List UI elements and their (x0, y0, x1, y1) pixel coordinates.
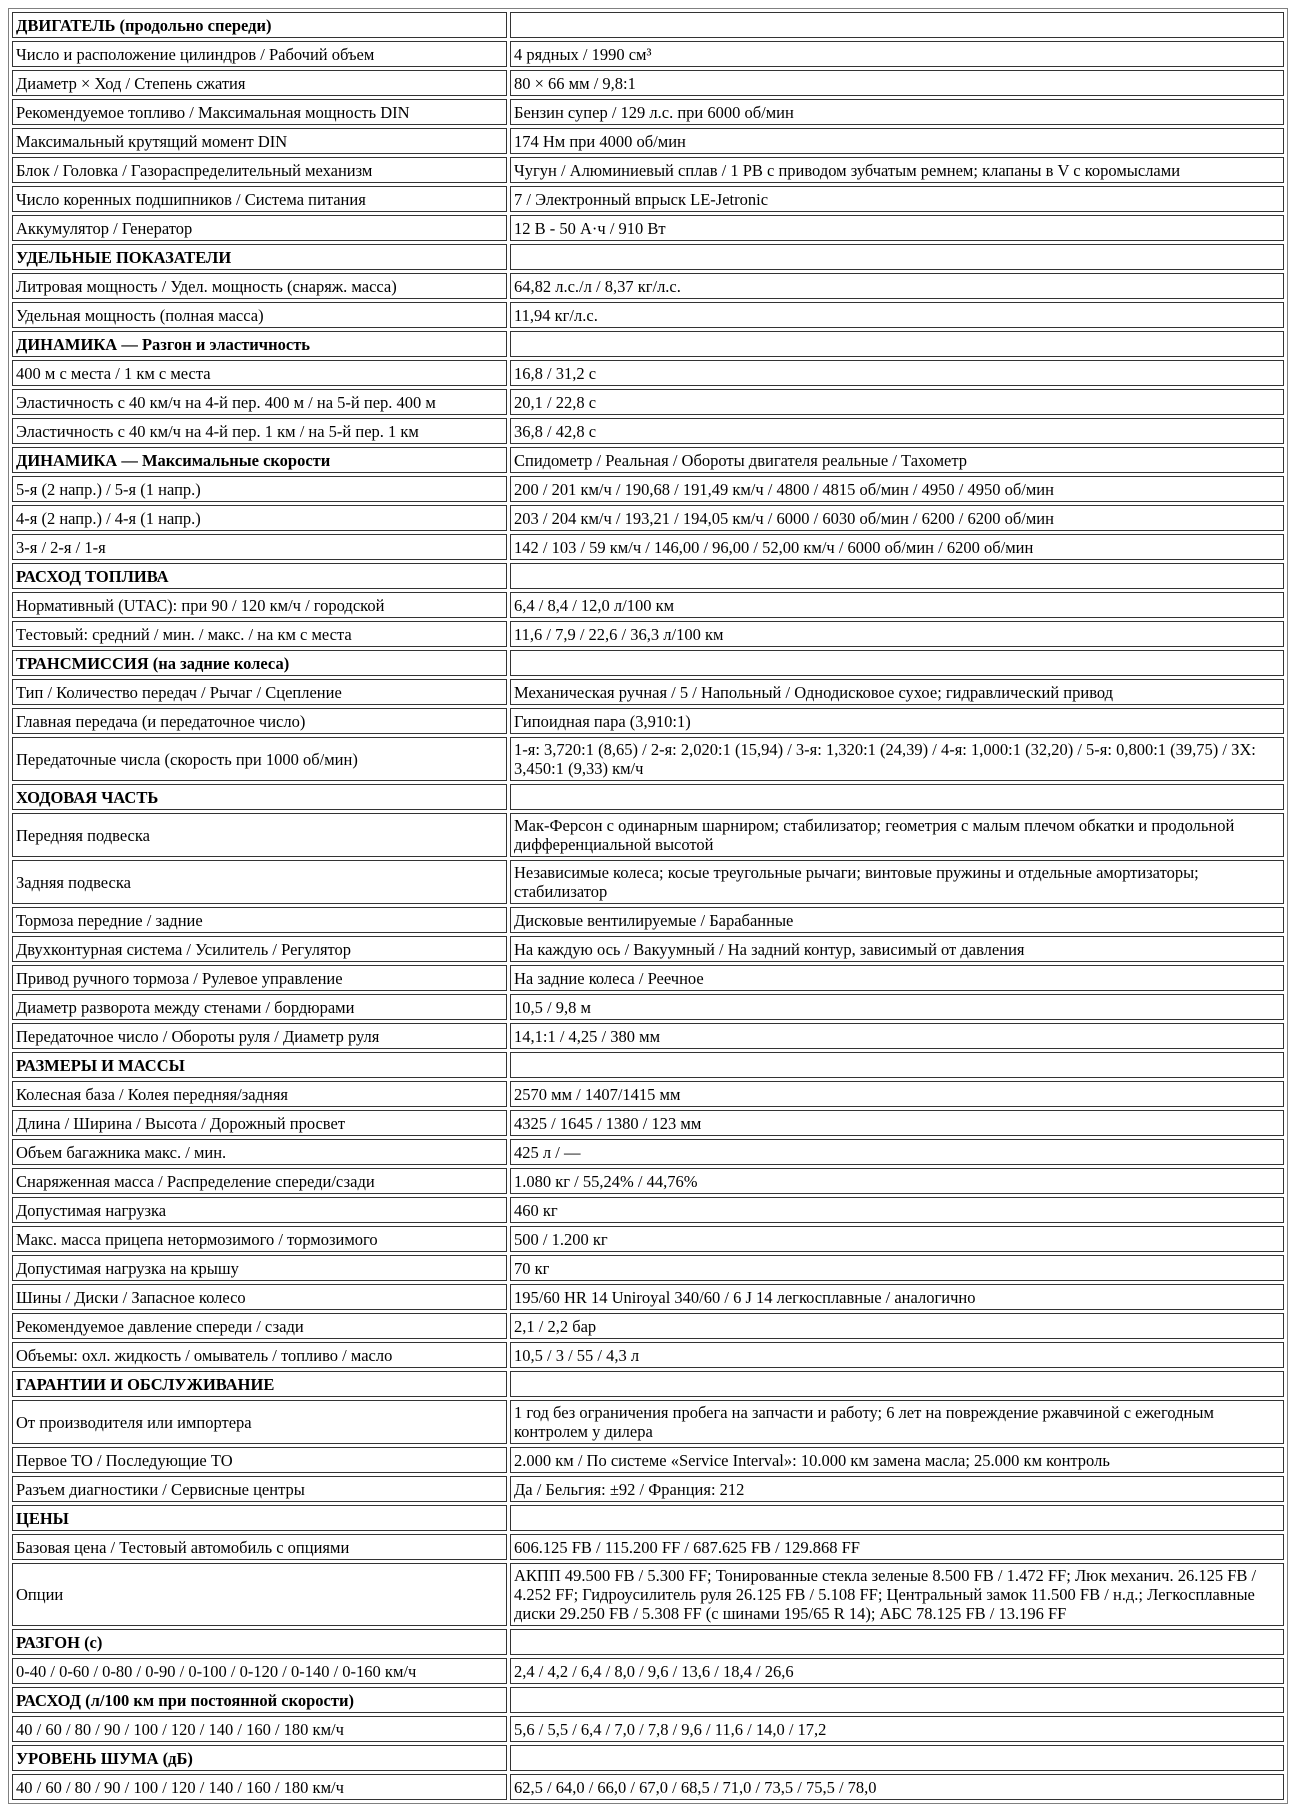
spec-label: Тормоза передние / задние (12, 907, 507, 933)
spec-value: АКПП 49.500 FB / 5.300 FF; Тонированные стекла зеленые 8.500 FB / 1.472 FF; Люк механич. 26.125 FB / 4.252 FF; Гидроусилитель руля 26.125 FB / 5.108 FF; Центральный замок 11.500 FB / н.д.; Легкосплавные диски 29.250 FB / 5.308 FF (с шинами 195/65 R 14); АБС 78.125 FB / 13.196 FF (510, 1563, 1284, 1626)
spec-value: 2570 мм / 1407/1415 мм (510, 1081, 1284, 1107)
spec-label: Длина / Ширина / Высота / Дорожный просвет (12, 1110, 507, 1136)
table-row (12, 737, 1284, 781)
spec-value (510, 1052, 1284, 1078)
table-row (12, 99, 1284, 125)
table-row (12, 1774, 1284, 1800)
table-row (12, 360, 1284, 386)
spec-value: 36,8 / 42,8 с (510, 418, 1284, 444)
spec-value: 70 кг (510, 1255, 1284, 1281)
table-row (12, 1476, 1284, 1502)
spec-value: 174 Нм при 4000 об/мин (510, 128, 1284, 154)
spec-label: Рекомендуемое давление спереди / сзади (12, 1313, 507, 1339)
table-row (12, 1139, 1284, 1165)
spec-label: 4-я (2 напр.) / 4-я (1 напр.) (12, 505, 507, 531)
spec-value (510, 1687, 1284, 1713)
table-row (12, 813, 1284, 857)
spec-label: Базовая цена / Тестовый автомобиль с опциями (12, 1534, 507, 1560)
spec-value: Мак-Ферсон с одинарным шарниром; стабилизатор; геометрия с малым плечом обкатки и продольной дифференциальной высотой (510, 813, 1284, 857)
spec-value: На каждую ось / Вакуумный / На задний контур, зависимый от давления (510, 936, 1284, 962)
spec-value (510, 12, 1284, 38)
spec-value (510, 244, 1284, 270)
table-row (12, 273, 1284, 299)
spec-label: Удельная мощность (полная масса) (12, 302, 507, 328)
spec-value: 500 / 1.200 кг (510, 1226, 1284, 1252)
spec-label: Задняя подвеска (12, 860, 507, 904)
spec-value: 10,5 / 3 / 55 / 4,3 л (510, 1342, 1284, 1368)
spec-value (510, 1745, 1284, 1771)
table-row (12, 1563, 1284, 1626)
spec-label: Диаметр разворота между стенами / бордюрами (12, 994, 507, 1020)
spec-value (510, 650, 1284, 676)
section-title: ХОДОВАЯ ЧАСТЬ (12, 784, 507, 810)
section-header-row (12, 784, 1284, 810)
spec-value: 2,1 / 2,2 бар (510, 1313, 1284, 1339)
table-row (12, 936, 1284, 962)
section-title: УДЕЛЬНЫЕ ПОКАЗАТЕЛИ (12, 244, 507, 270)
spec-value: 10,5 / 9,8 м (510, 994, 1284, 1020)
spec-value: 16,8 / 31,2 с (510, 360, 1284, 386)
spec-value: 14,1:1 / 4,25 / 380 мм (510, 1023, 1284, 1049)
section-header-row (12, 650, 1284, 676)
spec-label: Шины / Диски / Запасное колесо (12, 1284, 507, 1310)
spec-label: Двухконтурная система / Усилитель / Регулятор (12, 936, 507, 962)
spec-value: Спидометр / Реальная / Обороты двигателя реальные / Тахометр (510, 447, 1284, 473)
section-title: ДИНАМИКА — Максимальные скорости (12, 447, 507, 473)
spec-value: 200 / 201 км/ч / 190,68 / 191,49 км/ч / 4800 / 4815 об/мин / 4950 / 4950 об/мин (510, 476, 1284, 502)
spec-value: 62,5 / 64,0 / 66,0 / 67,0 / 68,5 / 71,0 / 73,5 / 75,5 / 78,0 (510, 1774, 1284, 1800)
spec-value (510, 784, 1284, 810)
section-title: РАЗМЕРЫ И МАССЫ (12, 1052, 507, 1078)
spec-value (510, 1371, 1284, 1397)
spec-value: Гипоидная пара (3,910:1) (510, 708, 1284, 734)
table-row (12, 534, 1284, 560)
table-row (12, 70, 1284, 96)
spec-value: 64,82 л.с./л / 8,37 кг/л.с. (510, 273, 1284, 299)
spec-value: 203 / 204 км/ч / 193,21 / 194,05 км/ч / 6000 / 6030 об/мин / 6200 / 6200 об/мин (510, 505, 1284, 531)
spec-label: Рекомендуемое топливо / Максимальная мощность DIN (12, 99, 507, 125)
spec-label: Снаряженная масса / Распределение спереди/сзади (12, 1168, 507, 1194)
spec-label: Объем багажника макс. / мин. (12, 1139, 507, 1165)
section-title: ДВИГАТЕЛЬ (продольно спереди) (12, 12, 507, 38)
spec-value: 5,6 / 5,5 / 6,4 / 7,0 / 7,8 / 9,6 / 11,6 / 14,0 / 17,2 (510, 1716, 1284, 1742)
spec-label: Тип / Количество передач / Рычаг / Сцепление (12, 679, 507, 705)
table-row (12, 1716, 1284, 1742)
table-row (12, 679, 1284, 705)
spec-value: 2.000 км / По системе «Service Interval»: 10.000 км замена масла; 25.000 км контроль (510, 1447, 1284, 1473)
spec-value: 195/60 HR 14 Uniroyal 340/60 / 6 J 14 легкосплавные / аналогично (510, 1284, 1284, 1310)
table-row (12, 1313, 1284, 1339)
table-row (12, 1255, 1284, 1281)
spec-value: 11,6 / 7,9 / 22,6 / 36,3 л/100 км (510, 621, 1284, 647)
table-row (12, 621, 1284, 647)
section-title: ГАРАНТИИ И ОБСЛУЖИВАНИЕ (12, 1371, 507, 1397)
spec-table-body (12, 12, 1284, 1800)
spec-table (8, 8, 1288, 1804)
spec-label: Колесная база / Колея передняя/задняя (12, 1081, 507, 1107)
table-row (12, 592, 1284, 618)
spec-value: Механическая ручная / 5 / Напольный / Однодисковое сухое; гидравлический привод (510, 679, 1284, 705)
table-row (12, 476, 1284, 502)
table-row (12, 418, 1284, 444)
section-header-row (12, 331, 1284, 357)
table-row (12, 215, 1284, 241)
section-header-row (12, 12, 1284, 38)
spec-label: Литровая мощность / Удел. мощность (снаряж. масса) (12, 273, 507, 299)
table-row (12, 1284, 1284, 1310)
table-row (12, 965, 1284, 991)
spec-value: 80 × 66 мм / 9,8:1 (510, 70, 1284, 96)
spec-value: 7 / Электронный впрыск LE-Jetronic (510, 186, 1284, 212)
spec-label: Привод ручного тормоза / Рулевое управление (12, 965, 507, 991)
table-row (12, 860, 1284, 904)
spec-label: Объемы: охл. жидкость / омыватель / топливо / масло (12, 1342, 507, 1368)
section-title: РАСХОД (л/100 км при постоянной скорости) (12, 1687, 507, 1713)
spec-value: Независимые колеса; косые треугольные рычаги; винтовые пружины и отдельные амортизаторы; стабилизатор (510, 860, 1284, 904)
spec-value: 1-я: 3,720:1 (8,65) / 2-я: 2,020:1 (15,94) / 3-я: 1,320:1 (24,39) / 4-я: 1,000:1 (32,20) / 5-я: 0,800:1 (39,75) / ЗХ: 3,450:1 (9,33) км/ч (510, 737, 1284, 781)
table-row (12, 1110, 1284, 1136)
spec-value: 1 год без ограничения пробега на запчасти и работу; 6 лет на повреждение ржавчиной с ежегодным контролем у дилера (510, 1400, 1284, 1444)
spec-label: Число и расположение цилиндров / Рабочий объем (12, 41, 507, 67)
spec-label: Число коренных подшипников / Система питания (12, 186, 507, 212)
spec-value: 460 кг (510, 1197, 1284, 1223)
spec-value (510, 563, 1284, 589)
spec-label: 40 / 60 / 80 / 90 / 100 / 120 / 140 / 160 / 180 км/ч (12, 1716, 507, 1742)
section-header-row (12, 447, 1284, 473)
spec-value: Чугун / Алюминиевый сплав / 1 РВ с приводом зубчатым ремнем; клапаны в V с коромыслами (510, 157, 1284, 183)
table-row (12, 1534, 1284, 1560)
spec-value: Бензин супер / 129 л.с. при 6000 об/мин (510, 99, 1284, 125)
table-row (12, 1658, 1284, 1684)
table-row (12, 302, 1284, 328)
section-header-row (12, 1687, 1284, 1713)
spec-label: Опции (12, 1563, 507, 1626)
section-header-row (12, 1052, 1284, 1078)
table-row (12, 994, 1284, 1020)
spec-value: 1.080 кг / 55,24% / 44,76% (510, 1168, 1284, 1194)
spec-label: Максимальный крутящий момент DIN (12, 128, 507, 154)
table-row (12, 1400, 1284, 1444)
section-title: ТРАНСМИССИЯ (на задние колеса) (12, 650, 507, 676)
section-header-row (12, 563, 1284, 589)
spec-label: Допустимая нагрузка (12, 1197, 507, 1223)
table-row (12, 1023, 1284, 1049)
spec-label: 0-40 / 0-60 / 0-80 / 0-90 / 0-100 / 0-120 / 0-140 / 0-160 км/ч (12, 1658, 507, 1684)
spec-label: Допустимая нагрузка на крышу (12, 1255, 507, 1281)
table-row (12, 708, 1284, 734)
spec-value: 6,4 / 8,4 / 12,0 л/100 км (510, 592, 1284, 618)
spec-label: 5-я (2 напр.) / 5-я (1 напр.) (12, 476, 507, 502)
section-title: ЦЕНЫ (12, 1505, 507, 1531)
spec-label: Разъем диагностики / Сервисные центры (12, 1476, 507, 1502)
section-title: УРОВЕНЬ ШУМА (дБ) (12, 1745, 507, 1771)
spec-value: 2,4 / 4,2 / 6,4 / 8,0 / 9,6 / 13,6 / 18,4 / 26,6 (510, 1658, 1284, 1684)
table-row (12, 186, 1284, 212)
table-row (12, 41, 1284, 67)
spec-label: 400 м с места / 1 км с места (12, 360, 507, 386)
spec-label: Диаметр × Ход / Степень сжатия (12, 70, 507, 96)
spec-value (510, 1505, 1284, 1531)
spec-value: 606.125 FB / 115.200 FF / 687.625 FB / 129.868 FF (510, 1534, 1284, 1560)
spec-label: Блок / Головка / Газораспределительный механизм (12, 157, 507, 183)
table-row (12, 1447, 1284, 1473)
section-title: РАСХОД ТОПЛИВА (12, 563, 507, 589)
spec-value: 142 / 103 / 59 км/ч / 146,00 / 96,00 / 52,00 км/ч / 6000 об/мин / 6200 об/мин (510, 534, 1284, 560)
spec-value: 11,94 кг/л.с. (510, 302, 1284, 328)
table-row (12, 1197, 1284, 1223)
section-title: РАЗГОН (с) (12, 1629, 507, 1655)
spec-value: 20,1 / 22,8 с (510, 389, 1284, 415)
table-row (12, 1168, 1284, 1194)
spec-label: Эластичность с 40 км/ч на 4-й пер. 400 м / на 5-й пер. 400 м (12, 389, 507, 415)
spec-value: Да / Бельгия: ±92 / Франция: 212 (510, 1476, 1284, 1502)
spec-label: От производителя или импортера (12, 1400, 507, 1444)
table-row (12, 1226, 1284, 1252)
spec-value: 4 рядных / 1990 см³ (510, 41, 1284, 67)
spec-label: Передаточное число / Обороты руля / Диаметр руля (12, 1023, 507, 1049)
table-row (12, 1342, 1284, 1368)
spec-label: Передняя подвеска (12, 813, 507, 857)
table-row (12, 505, 1284, 531)
spec-value (510, 1629, 1284, 1655)
section-header-row (12, 1745, 1284, 1771)
table-row (12, 1081, 1284, 1107)
spec-value: 4325 / 1645 / 1380 / 123 мм (510, 1110, 1284, 1136)
spec-value (510, 331, 1284, 357)
section-header-row (12, 1629, 1284, 1655)
spec-value: Дисковые вентилируемые / Барабанные (510, 907, 1284, 933)
section-header-row (12, 1371, 1284, 1397)
section-header-row (12, 244, 1284, 270)
spec-label: Передаточные числа (скорость при 1000 об/мин) (12, 737, 507, 781)
spec-value: На задние колеса / Реечное (510, 965, 1284, 991)
spec-label: 3-я / 2-я / 1-я (12, 534, 507, 560)
table-row (12, 128, 1284, 154)
spec-label: Эластичность с 40 км/ч на 4-й пер. 1 км / на 5-й пер. 1 км (12, 418, 507, 444)
section-header-row (12, 1505, 1284, 1531)
spec-label: Аккумулятор / Генератор (12, 215, 507, 241)
table-row (12, 157, 1284, 183)
spec-label: Макс. масса прицепа нетормозимого / тормозимого (12, 1226, 507, 1252)
spec-label: Нормативный (UTAC): при 90 / 120 км/ч / городской (12, 592, 507, 618)
table-row (12, 907, 1284, 933)
section-title: ДИНАМИКА — Разгон и эластичность (12, 331, 507, 357)
spec-label: 40 / 60 / 80 / 90 / 100 / 120 / 140 / 160 / 180 км/ч (12, 1774, 507, 1800)
table-row (12, 389, 1284, 415)
spec-value: 12 В - 50 А·ч / 910 Вт (510, 215, 1284, 241)
spec-label: Первое ТО / Последующие ТО (12, 1447, 507, 1473)
spec-label: Главная передача (и передаточное число) (12, 708, 507, 734)
spec-value: 425 л / — (510, 1139, 1284, 1165)
spec-label: Тестовый: средний / мин. / макс. / на км с места (12, 621, 507, 647)
